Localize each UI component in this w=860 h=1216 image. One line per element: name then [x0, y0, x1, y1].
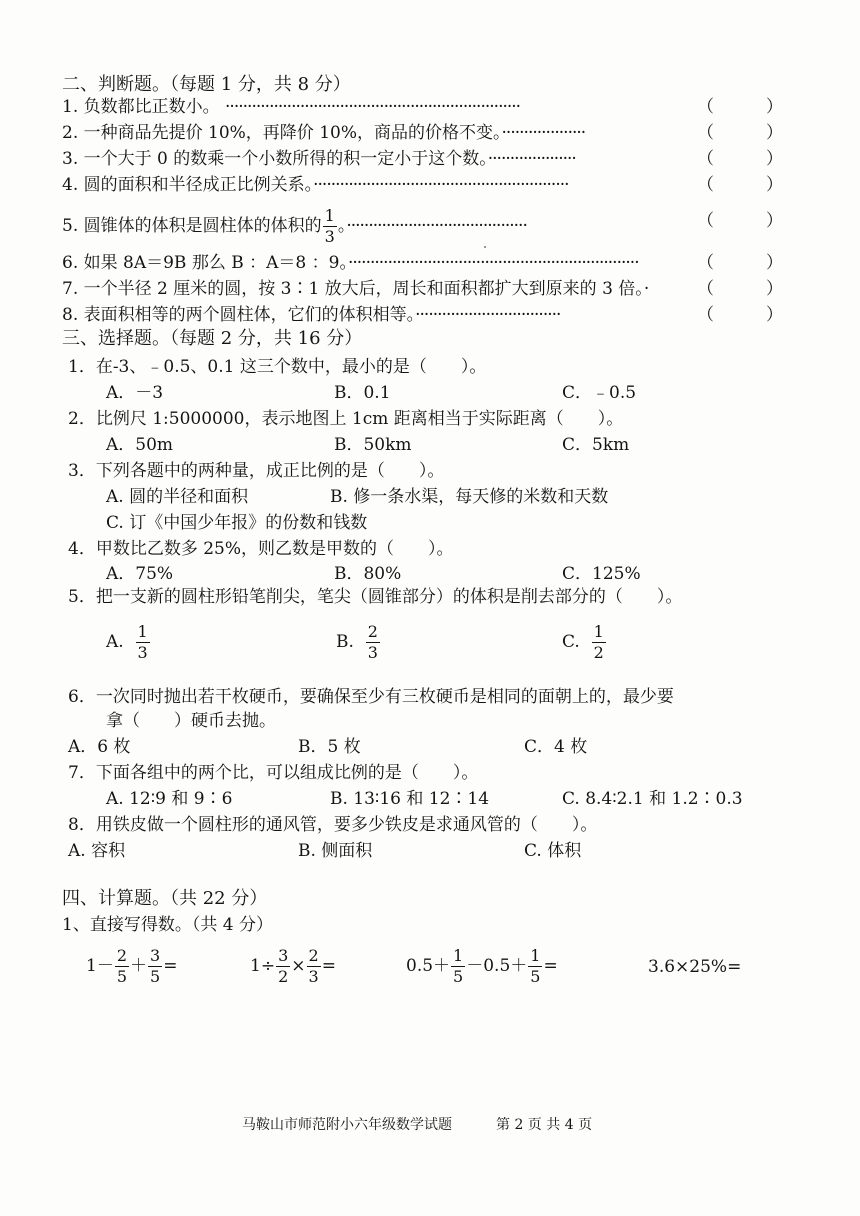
choice-q2-option-b: B．50km	[334, 435, 412, 455]
answer-paren-close-8: ）	[766, 305, 783, 325]
calc-expression-2: 1÷ $\frac{3}{2}$ × $\frac{2}{3}$ =	[250, 946, 336, 986]
choice-q3-stem: 3．下列各题中的两种量，成正比例的是（ ）。	[68, 461, 445, 481]
fraction: $\frac{3}{2}$	[278, 946, 289, 986]
judge-item-4: 4. 圆的面积和半径成正比例关系。··························································	[62, 175, 569, 195]
choice-q7-stem: 7．下面各组中的两个比，可以组成比例的是（ ）。	[68, 763, 479, 783]
fraction: $\frac{1}{5}$	[453, 946, 464, 986]
choice-q4-option-c: C．125%	[562, 564, 641, 584]
choice-q1-option-c: C．﹣0.5	[562, 383, 637, 403]
answer-paren-close-7: ）	[766, 279, 783, 299]
answer-paren-open-1: （	[697, 97, 714, 117]
answer-paren-close-2: ）	[766, 123, 783, 143]
choice-q6-option-a: A．6 枚	[68, 737, 131, 757]
fraction: $\frac{2}{3}$	[308, 946, 319, 986]
footer-page-number: 第 2 页 共 4 页	[496, 1117, 593, 1133]
choice-q6-stem-cont: 拿（ ）硬币去抛。	[106, 711, 276, 731]
choice-q2-option-a: A．50m	[106, 435, 174, 455]
judge-item-6: 6. 如果 8A＝9B 那么 B ：A＝8 ：9。··································································	[62, 253, 639, 273]
calc-expression-3: 0.5＋ $\frac{1}{5}$ －0.5＋ $\frac{1}{5}$ =	[406, 946, 558, 986]
choice-q4-stem: 4．甲数比乙数多 25%，则乙数是甲数的（ ）。	[68, 539, 454, 559]
choice-q2-stem: 2．比例尺 1:5000000，表示地图上 1cm 距离相当于实际距离（ ）。	[68, 409, 624, 429]
choice-q8-option-a: A. 容积	[68, 841, 126, 861]
choice-q3-option-c: C. 订《中国少年报》的份数和钱数	[106, 513, 368, 533]
choice-q1-option-b: B．0.1	[334, 383, 391, 403]
answer-paren-open-8: （	[697, 305, 714, 325]
answer-paren-open-3: （	[697, 149, 714, 169]
choice-q7-option-b: B. 13∶16 和 12∶14	[330, 789, 490, 809]
choice-q5-option-b: B. $\frac{2}{3}$	[336, 622, 378, 662]
footer-school-title: 马鞍山市师范附小六年级数学试题	[242, 1117, 452, 1133]
judge-item-5: 5. 圆锥体的体积是圆柱体的体积的 $\frac{1}{3}$ 。·········································	[62, 206, 527, 246]
judge-item-8: 8. 表面积相等的两个圆柱体，它们的体积相等。·································	[62, 305, 561, 325]
choice-q8-stem: 8．用铁皮做一个圆柱形的通风管，要多少铁皮是求通风管的（ ）。	[68, 815, 598, 835]
judge-item-2: 2. 一种商品先提价 10%，再降价 10%，商品的价格不变。···················	[62, 123, 586, 143]
calc-expression-4: 3.6×25%=	[648, 957, 742, 977]
choice-q5-option-c: C. $\frac{1}{2}$	[562, 622, 604, 662]
choice-q5-option-a: A. $\frac{1}{3}$	[106, 622, 148, 662]
answer-paren-close-1: ）	[766, 97, 783, 117]
choice-q1-stem: 1．在-3、﹣0.5、0.1 这三个数中，最小的是（ ）。	[68, 357, 487, 377]
section-3-title: 三、选择题。（每题 2 分，共 16 分）	[62, 328, 363, 349]
choice-q5-stem: 5．把一支新的圆柱形铅笔削尖，笔尖（圆锥部分）的体积是削去部分的（ ）。	[68, 587, 683, 607]
choice-q2-option-c: C．5km	[562, 435, 630, 455]
judge-item-3: 3. 一个大于 0 的数乘一个小数所得的积一定小于这个数。····················	[62, 149, 576, 169]
judge-item-7: 7. 一个半径 2 厘米的圆，按 3∶1 放大后，周长和面积都扩大到原来的 3 倍。·	[62, 279, 649, 299]
fraction: $\frac{1}{5}$	[530, 946, 541, 986]
choice-q7-option-a: A. 12∶9 和 9∶6	[106, 789, 233, 809]
answer-paren-open-2: （	[697, 123, 714, 143]
answer-paren-close-3: ）	[766, 149, 783, 169]
judge-item-1: 1. 负数都比正数小。 ···································································	[62, 97, 521, 117]
choice-q6-stem: 6．一次同时抛出若干枚硬币，要确保至少有三枚硬币是相同的面朝上的，最少要	[68, 687, 674, 707]
fraction: $\frac{2}{3}$	[367, 622, 378, 662]
choice-q4-option-b: B．80%	[334, 564, 402, 584]
fraction: $\frac{1}{2}$	[593, 622, 604, 662]
choice-q3-option-a: A. 圆的半径和面积	[106, 487, 249, 507]
scan-speck	[484, 246, 486, 248]
choice-q6-option-b: B．5 枚	[298, 737, 361, 757]
choice-q4-option-a: A．75%	[106, 564, 174, 584]
fraction: $\frac{1}{3}$	[324, 206, 335, 246]
choice-q6-option-c: C．4 枚	[524, 737, 588, 757]
answer-paren-close-6: ）	[766, 253, 783, 273]
answer-paren-open-4: （	[697, 175, 714, 195]
answer-paren-close-4: ）	[766, 175, 783, 195]
choice-q7-option-c: C. 8.4∶2.1 和 1.2∶0.3	[562, 789, 743, 809]
choice-q8-option-b: B. 侧面积	[298, 841, 373, 861]
calc-subtitle-1: 1、直接写得数。（共 4 分）	[62, 915, 273, 935]
calc-expression-1: 1－ $\frac{2}{5}$ ＋ $\frac{3}{5}$ =	[86, 946, 178, 986]
choice-q1-option-a: A．－3	[106, 383, 164, 403]
choice-q8-option-c: C. 体积	[524, 841, 582, 861]
fraction: $\frac{3}{5}$	[150, 946, 161, 986]
answer-paren-close-5: ）	[766, 211, 783, 231]
fraction: $\frac{2}{5}$	[116, 946, 128, 986]
answer-paren-open-7: （	[697, 279, 714, 299]
choice-q3-option-b: B. 修一条水渠，每天修的米数和天数	[330, 487, 609, 507]
answer-paren-open-5: （	[697, 211, 714, 231]
fraction: $\frac{1}{3}$	[137, 622, 148, 662]
answer-paren-open-6: （	[697, 253, 714, 273]
section-4-title: 四、计算题。（共 22 分）	[62, 888, 268, 909]
section-2-title: 二、判断题。（每题 1 分，共 8 分）	[62, 74, 351, 95]
